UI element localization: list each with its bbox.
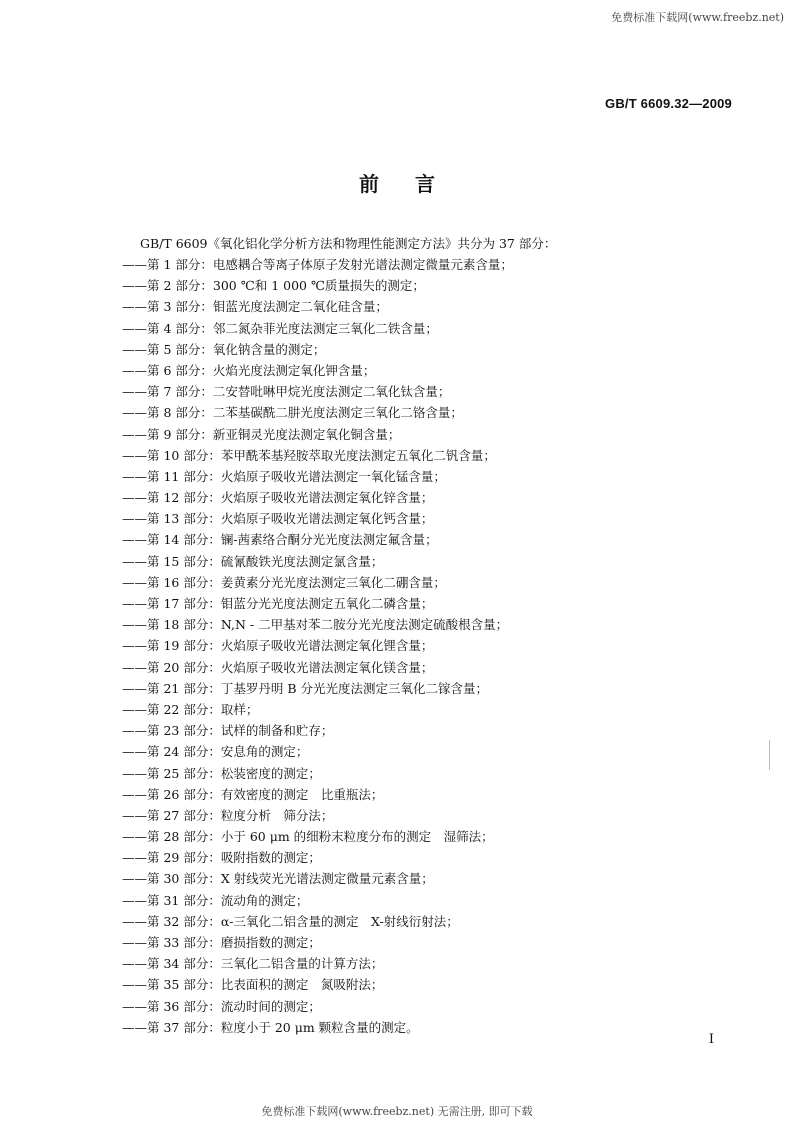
intro-text: GB/T 6609《氧化铝化学分析方法和物理性能测定方法》共分为 37 部分： [140,236,557,251]
list-item: ——第 5 部分：氧化钠含量的测定； [122,341,326,357]
list-item: ——第 7 部分：二安替吡啉甲烷光度法测定二氧化钛含量； [122,384,451,400]
list-item: ——第 12 部分：火焰原子吸收光谱法测定氧化锌含量； [122,490,434,506]
list-item: ——第 2 部分：300 ℃和 1 000 ℃质量损失的测定； [122,278,425,294]
list-item: ——第 34 部分：三氧化二铝含量的计算方法； [122,956,384,972]
list-item: ——第 22 部分：取样； [122,701,259,717]
list-item: ——第 35 部分：比表面积的测定 氮吸附法； [122,977,384,993]
list-item: ——第 25 部分：松装密度的测定； [122,765,321,781]
list-item: ——第 31 部分：流动角的测定； [122,892,309,908]
list-item: ——第 6 部分：火焰光度法测定氧化钾含量； [122,362,376,378]
list-item: ——第 24 部分：安息角的测定； [122,744,309,760]
list-item: ——第 14 部分：镧-茜素络合酮分光光度法测定氟含量； [122,532,438,548]
list-item: ——第 18 部分：N,N - 二甲基对苯二胺分光光度法测定硫酸根含量； [122,617,509,633]
list-item: ——第 30 部分：X 射线荧光光谱法测定微量元素含量； [122,871,434,887]
scan-edge-mark [769,740,770,770]
watermark-top: 免费标准下载网(www.freebz.net) [611,11,784,24]
list-item: ——第 1 部分：电感耦合等离子体原子发射光谱法测定微量元素含量； [122,257,513,272]
list-item: ——第 11 部分：火焰原子吸收光谱法测定一氧化锰含量； [122,468,446,484]
list-item: ——第 27 部分：粒度分析 筛分法； [122,807,334,823]
list-item: ——第 23 部分：试样的制备和贮存； [122,723,334,739]
list-item: ——第 10 部分：苯甲酰苯基羟胺萃取光度法测定五氧化二钒含量； [122,447,496,463]
list-item: ——第 13 部分：火焰原子吸收光谱法测定氧化钙含量； [122,511,434,527]
list-item: ——第 15 部分：硫氰酸铁光度法测定氯含量； [122,553,384,569]
list-item: ——第 28 部分：小于 60 μm 的细粉末粒度分布的测定 湿筛法； [122,829,494,845]
parts-list [122,254,513,1038]
list-item: ——第 3 部分：钼蓝光度法测定二氧化硅含量； [122,299,388,315]
list-item: ——第 17 部分：钼蓝分光光度法测定五氧化二磷含量； [122,596,434,611]
list-item: ——第 4 部分：邻二氮杂菲光度法测定三氧化二铁含量； [122,320,438,336]
list-item: ——第 36 部分：流动时间的测定； [122,998,321,1014]
list-item: ——第 29 部分：吸附指数的测定； [122,850,321,866]
list-item: ——第 32 部分：α-三氧化二铝含量的测定 X-射线衍射法； [122,913,459,929]
page-title: 前言 [359,172,471,196]
list-item: ——第 16 部分：姜黄素分光光度法测定三氧化二硼含量； [122,574,446,590]
list-item: ——第 20 部分：火焰原子吸收光谱法测定氧化镁含量； [122,659,434,675]
list-item: ——第 8 部分：二苯基碳酰二肼光度法测定三氧化二铬含量； [122,405,463,421]
watermark-bottom: 免费标准下载网(www.freebz.net) 无需注册, 即可下载 [261,1105,533,1118]
standard-code: GB/T 6609.32—2009 [605,96,732,111]
list-item: ——第 9 部分：新亚铜灵光度法测定氧化铜含量； [122,426,401,442]
list-item: ——第 26 部分：有效密度的测定 比重瓶法； [122,786,384,802]
list-item: ——第 37 部分：粒度小于 20 μm 颗粒含量的测定。 [122,1019,419,1035]
page-number: I [708,1032,714,1047]
list-item: ——第 19 部分：火焰原子吸收光谱法测定氧化锂含量； [122,638,434,654]
list-item: ——第 33 部分：磨损指数的测定； [122,935,321,950]
list-item: ——第 21 部分：丁基罗丹明 B 分光光度法测定三氧化二镓含量； [122,680,488,696]
